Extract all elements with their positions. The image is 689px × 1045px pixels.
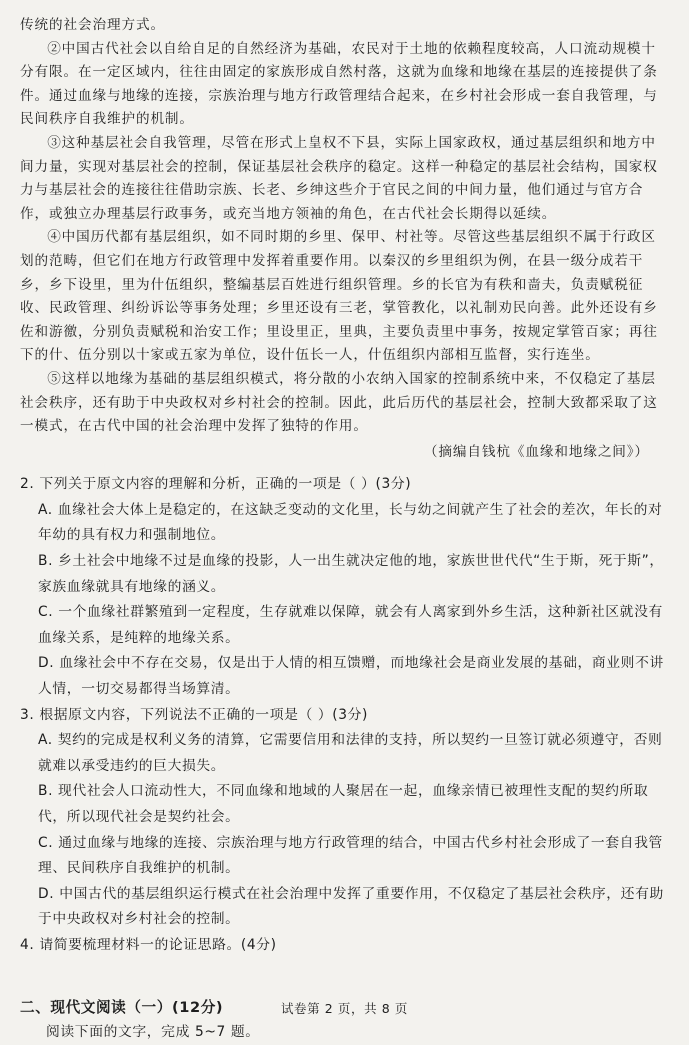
- question-2-option-c: C. 一个血缘社群繁殖到一定程度，生存就难以保障，就会有人离家到外乡生活，这种新社区就没有血缘关系，是纯粹的地缘关系。: [38, 604, 663, 646]
- section-instruction: 阅读下面的文字，完成 5~7 题。: [46, 1023, 260, 1040]
- passage-paragraph-5: ⑤这样以地缘为基础的基层组织模式，将分散的小农纳入国家的控制系统中来，不仅稳定了基层社会秩序，还有助于中央政权对乡村社会的控制。因此，此后历代的基层社会，控制大致都采取了这一模式，在古代中国的社会治理中发挥了独特的作用。: [20, 370, 658, 435]
- question-list: [20, 472, 667, 958]
- page-footer: 试卷第 2 页，共 8 页: [280, 1001, 409, 1016]
- question-4-stem: 4. 请简要梳理材料一的论证思路。(4分): [20, 936, 277, 953]
- passage-paragraph-2: ②中国古代社会以自给自足的自然经济为基础，农民对于土地的依赖程度较高，人口流动规模十分有限。在一定区域内，往往由固定的家族形成自然村落，这就为血缘和地缘在基层的连接提供了条件。通过血缘与地缘的连接，宗族治理与地方行政管理结合起来，在乡村社会形成一套自我管理，与民间秩序自我维护的机制。: [20, 40, 658, 128]
- question-2: [20, 472, 667, 702]
- passage-paragraph-4: ④中国历代都有基层组织，如不同时期的乡里、保甲、村社等。尽管这些基层组织不属于行政区划的范畴，但它们在地方行政管理中发挥着重要作用。以秦汉的乡里组织为例，在县一级分成若干乡，乡下设里，里为什伍组织，整编基层百姓进行组织管理。乡的长官为有秩和啬夫，负责赋税征收、民政管理、纠纷诉讼等事务处理；乡里还设有三老，掌管教化，以礼制劝民向善。此外还设有乡佐和游徼，分别负责赋税和治安工作；里设里正，里典，主要负责里中事务，按规定掌管百家；再往下的什、伍分别以十家或五家为单位，设什伍长一人，什伍组织内部相互监督，实行连坐。: [20, 229, 658, 364]
- section-heading: 二、现代文阅读（一）(12分): [20, 998, 224, 1016]
- question-3: [20, 703, 667, 933]
- question-3-option-a: A. 契约的完成是权利义务的清算，它需要信用和法律的支持，所以契约一旦签订就必须遵守，否则就难以承受违约的巨大损失。: [38, 732, 663, 774]
- question-3-option-b: B. 现代社会人口流动性大，不同血缘和地域的人聚居在一起，血缘亲情已被理性支配的契约所取代，所以现代社会是契约社会。: [38, 783, 649, 825]
- question-4: [20, 933, 667, 959]
- reading-passage: [20, 14, 667, 464]
- question-3-option-c: C. 通过血缘与地缘的连接、宗族治理与地方行政管理的结合，中国古代乡村社会形成了一套自我管理、民间秩序自我维护的机制。: [38, 834, 663, 877]
- passage-paragraph-3: ③这种基层社会自我管理，尽管在形式上皇权不下县，实际上国家政权，通过基层组织和地方中间力量，实现对基层社会的控制，保证基层社会秩序的稳定。这样一种稳定的基层社会结构，国家权力与基层社会的连接往往借助宗族、长老、乡绅这些介于官民之间的中间力量，他们通过与官方合作，或独立办理基层行政事务，或充当地方领袖的角色，在古代社会长期得以延续。: [20, 134, 658, 222]
- question-3-option-d: D. 中国古代的基层组织运行模式在社会治理中发挥了重要作用，不仅稳定了基层社会秩序，还有助于中央政权对乡村社会的控制。: [38, 885, 664, 928]
- passage-source: （摘编自钱杭《血缘和地缘之间》）: [423, 443, 649, 460]
- question-2-option-b: B. 乡土社会中地缘不过是血缘的投影，人一出生就决定他的地，家族世世代代“生于斯，死于斯”，家族血缘就具有地缘的涵义。: [38, 553, 664, 595]
- question-2-option-a: A. 血缘社会大体上是稳定的，在这缺乏变动的文化里，长与幼之间就产生了社会的差次，年长的对年幼的具有权力和强制地位。: [38, 501, 663, 544]
- question-3-stem: 3. 根据原文内容，下列说法不正确的一项是（ ）(3分): [20, 706, 369, 723]
- passage-opening-line: 传统的社会治理方式。: [20, 17, 165, 33]
- question-2-option-d: D. 血缘社会中不存在交易，仅是出于人情的相互馈赠，而地缘社会是商业发展的基础，商业则不讲人情，一切交易都得当场算清。: [38, 655, 664, 698]
- question-2-stem: 2. 下列关于原文内容的理解和分析，正确的一项是（ ）(3分): [20, 476, 412, 493]
